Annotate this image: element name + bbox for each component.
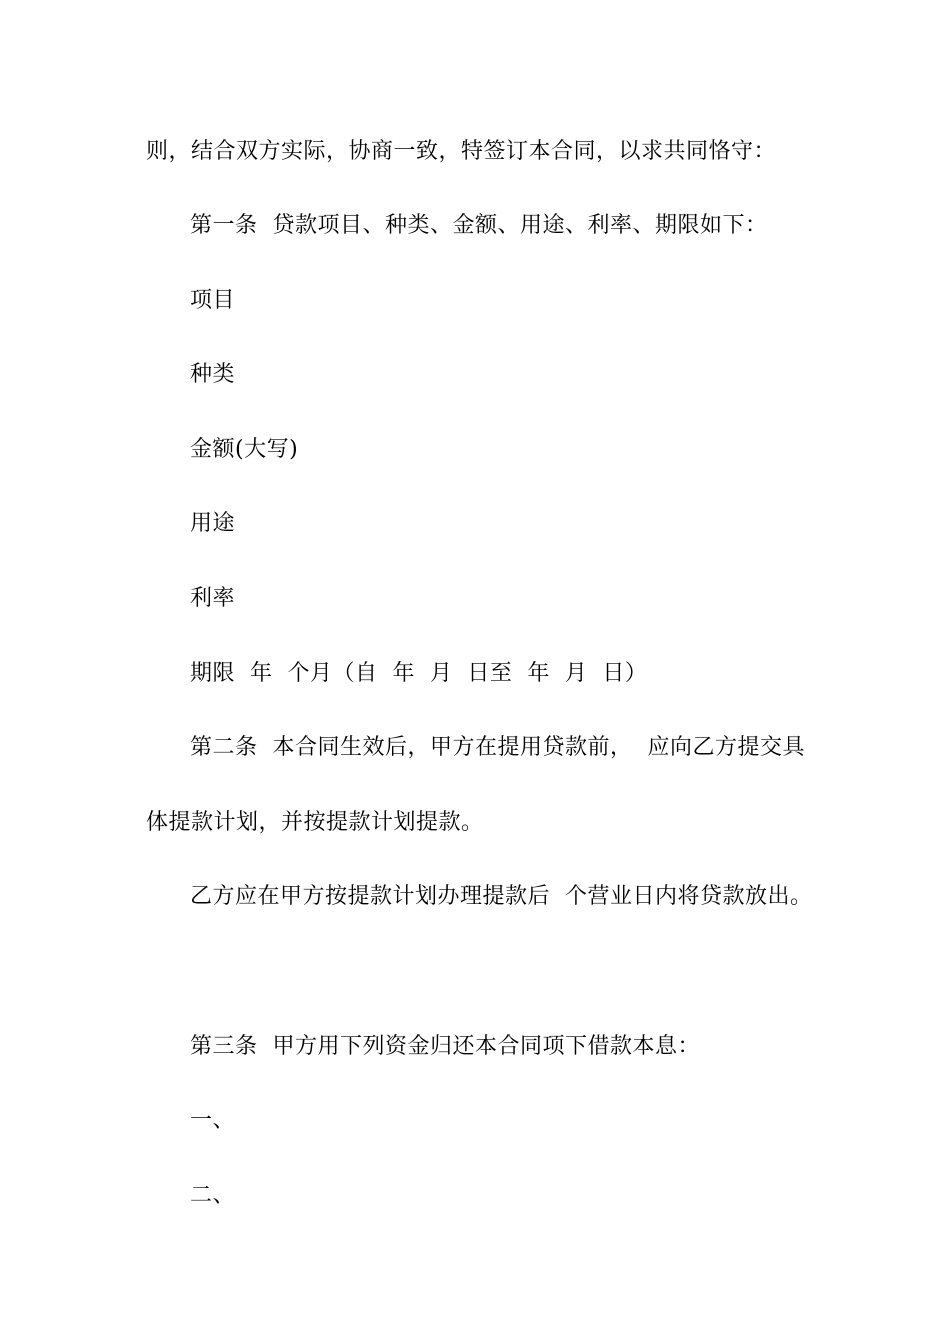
article-2-disbursement: 乙方应在甲方按提款计划办理提款后 个营业日内将贷款放出。 xyxy=(190,884,813,909)
field-project: 项目 xyxy=(190,288,236,313)
field-type: 种类 xyxy=(190,362,236,387)
field-interest-rate: 利率 xyxy=(190,586,236,611)
article-1-heading: 第一条 贷款项目、种类、金额、用途、利率、期限如下： xyxy=(190,213,768,238)
article-2-line-1: 第二条 本合同生效后，甲方在提用贷款前， 应向乙方提交具 xyxy=(190,735,805,760)
article-3-item-1: 一、 xyxy=(190,1108,236,1133)
field-amount: 金额(大写) xyxy=(190,437,299,462)
article-2-line-2: 体提款计划，并按提款计划提款。 xyxy=(146,810,484,835)
article-3-item-2: 二、 xyxy=(190,1183,236,1208)
article-3-heading: 第三条 甲方用下列资金归还本合同项下借款本息： xyxy=(190,1034,700,1059)
field-term: 期限 年 个月（自 年 月 日至 年 月 日） xyxy=(190,661,648,686)
paragraph-preamble-end: 则，结合双方实际，协商一致，特签订本合同，以求共同恪守： xyxy=(146,139,777,164)
field-purpose: 用途 xyxy=(190,511,236,536)
